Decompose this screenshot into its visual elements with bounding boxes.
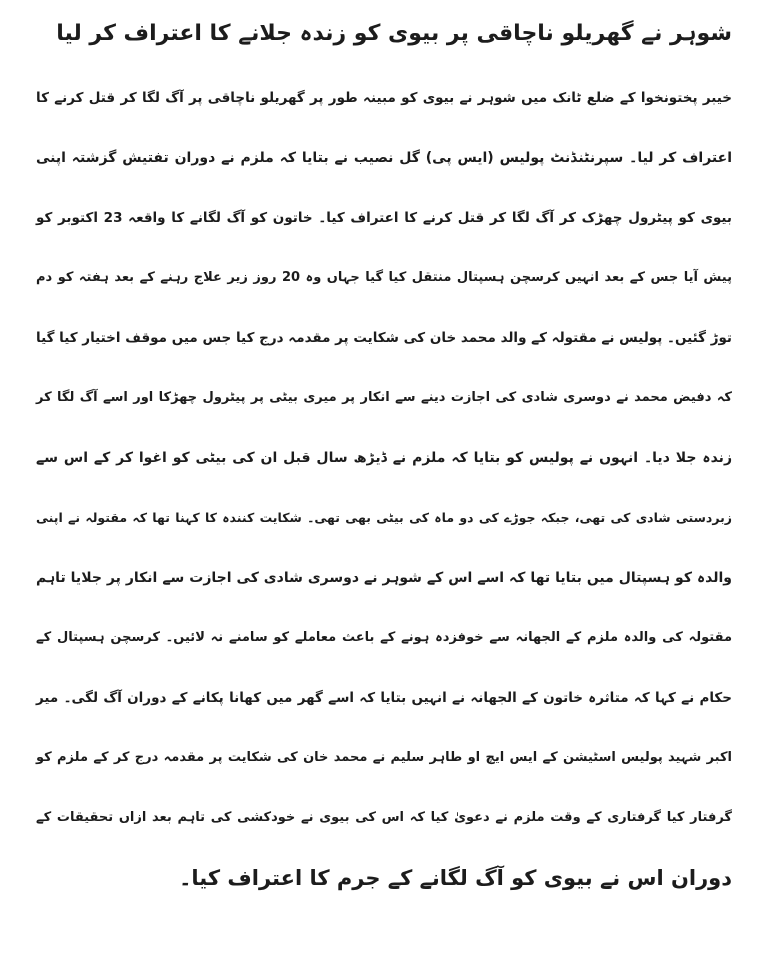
article-line: زندہ جلا دیا۔ انہوں نے پولیس کو بتایا کہ ملزم نے ڈیڑھ سال قبل ان کی بیٹی کو اغوا کر کے اس سے — [36, 450, 732, 466]
article-line: خیبر پختونخوا کے ضلع ٹانک میں شوہر نے بیوی کو مبینہ طور پر گھریلو ناچاقی پر آگ لگا کر قتل کرنے کا — [36, 90, 732, 106]
article-line: مقتولہ کی والدہ ملزم کے الجھانہ سے خوفزدہ ہونے کے باعث معاملے کو سامنے نہ لائیں۔ کرسچن ہسپتال کے — [36, 630, 732, 645]
article-line: اعتراف کر لیا۔ سپرنٹنڈنٹ پولیس (ایس پی) گل نصیب نے بتایا کہ ملزم نے دوران تفتیش گزشتہ اپنی — [36, 150, 732, 166]
article-line: پیش آیا جس کے بعد انہیں کرسچن ہسپتال منتقل کیا گیا جہاں وہ 20 روز زیر علاج رہنے کے بعد ہفتہ کو دم — [36, 270, 732, 285]
article-line: گرفتار کیا گرفتاری کے وقت ملزم نے دعویٰ کیا کہ اس کی بیوی نے خودکشی کی تاہم بعد ازاں تحقیقات کے — [36, 810, 732, 825]
article-headline: شوہر نے گھریلو ناچاقی پر بیوی کو زندہ جلانے کا اعتراف کر لیا — [56, 21, 732, 46]
article-line: والدہ کو ہسپتال میں بتایا تھا کہ اسے اس کے شوہر نے دوسری شادی کی اجازت سے انکار پر جلایا تاہم — [36, 570, 732, 586]
article-body — [36, 68, 732, 908]
article-line: اکبر شہید پولیس اسٹیشن کے ایس ایچ او طاہر سلیم نے محمد خان کی شکایت پر مقدمہ درج کر کے ملزم کو — [36, 750, 732, 765]
article-line: بیوی کو پیٹرول چھڑک کر آگ لگا کر قتل کرنے کا اعتراف کیا۔ خاتون کو آگ لگانے کا واقعہ 23 اکتوبر کو — [36, 210, 732, 226]
article-line-last: دوران اس نے بیوی کو آگ لگانے کے جرم کا اعتراف کیا۔ — [179, 866, 732, 890]
article-line: زبردستی شادی کی تھی، جبکہ جوڑے کی دو ماہ کی بیٹی بھی تھی۔ شکایت کنندہ کا کہنا تھا کہ مقتولہ نے اپنی — [36, 510, 732, 525]
article-line: حکام نے کہا کہ متاثرہ خاتون کے الجھانہ نے انہیں بتایا کہ اسے گھر میں کھانا پکانے کے دوران آگ لگی۔ میر — [36, 690, 732, 706]
article-line: کہ دفیض محمد نے دوسری شادی کی اجازت دینے سے انکار پر میری بیٹی پر پیٹرول چھڑکا اور اسے آگ لگا کر — [36, 390, 732, 405]
article-line: توڑ گئیں۔ پولیس نے مقتولہ کے والد محمد خان کی شکایت پر مقدمہ درج کیا جس میں موقف اختیار کیا گیا — [36, 330, 732, 346]
